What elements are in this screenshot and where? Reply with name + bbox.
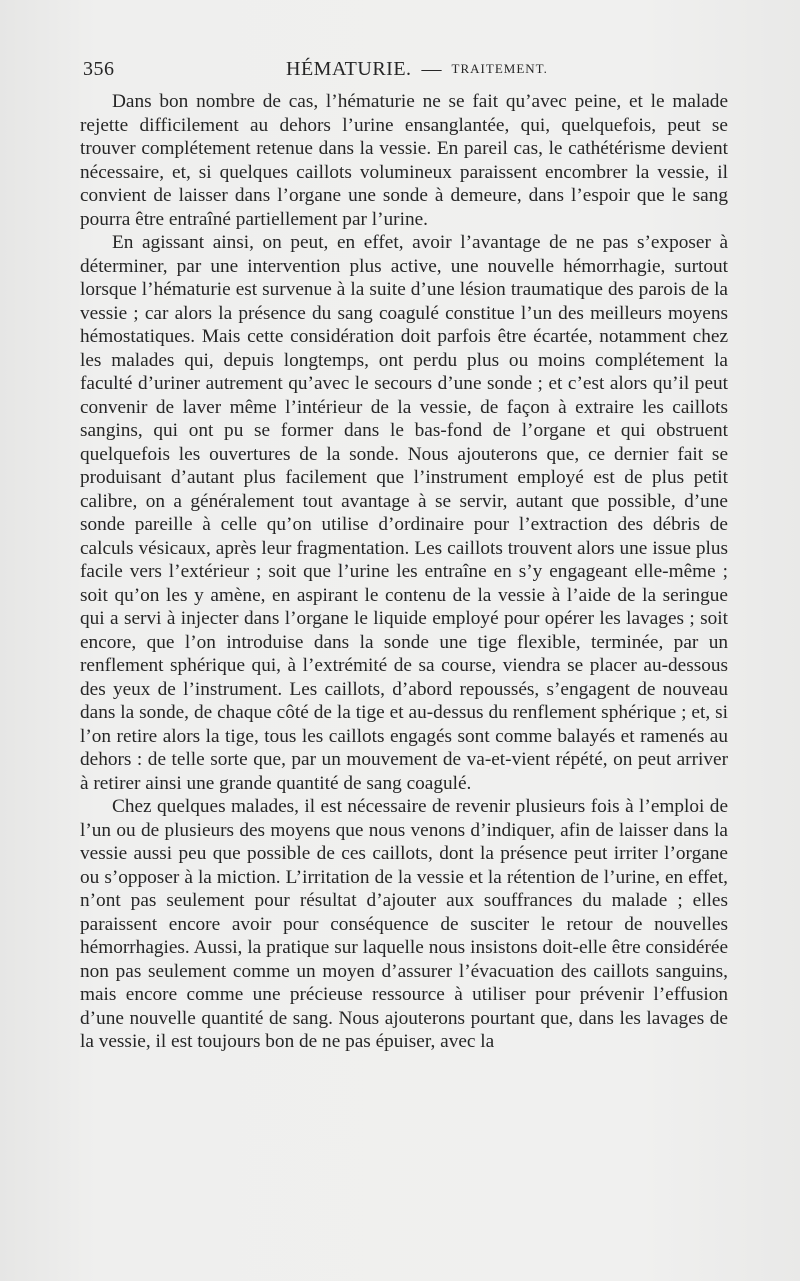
running-head-separator: — [421,58,442,80]
running-head [286,58,548,81]
page-header [83,58,728,88]
paragraph: Dans bon nombre de cas, l’hématurie ne se fait qu’avec peine, et le malade rejette difficilement au dehors l’urine ensanglantée, qui, quelquefois, peut se trouver complétement retenue dans la vessie. En pareil cas, le cathétérisme devient nécessaire, et, si quelques caillots volumineux paraissent encombrer la vessie, il convient de laisser dans l’organe une sonde à demeure, dans l’espoir que le sang pourra être entraîné partiellement par l’urine. [80,91,728,230]
body-text [80,90,728,1054]
running-head-subtitle: TRAITEMENT. [451,61,548,76]
paragraph: Chez quelques malades, il est nécessaire de revenir plusieurs fois à l’emploi de l’un ou de plusieurs des moyens que nous venons d’indiquer, afin de laisser dans la vessie aussi peu que possible de ces caillots, dont la présence peut irriter l’organe ou s’opposer à la miction. L’irritation de la vessie et la rétention de l’urine, en effet, n’ont pas seulement pour résultat d’ajouter aux souffrances du malade ; elles paraissent encore avoir pour conséquence de susciter le retour de nouvelles hémorrhagies. Aussi, la pratique sur laquelle nous insistons doit-elle être considérée non pas seulement comme un moyen d’assurer l’évacuation des caillots sanguins, mais encore comme une précieuse ressource à utiliser pour prévenir l’effusion d’une nouvelle quantité de sang. Nous ajouterons pourtant que, dans les lavages de la vessie, il est toujours bon de ne pas épuiser, avec la [80,796,728,1052]
running-head-title: HÉMATURIE. [286,58,412,80]
page-number: 356 [83,58,115,80]
paragraph: En agissant ainsi, on peut, en effet, avoir l’avantage de ne pas s’exposer à déterminer, par une intervention plus active, une nouvelle hémorrhagie, surtout lorsque l’hématurie est survenue à la suite d’une lésion traumatique des parois de la vessie ; car alors la présence du sang coagulé constitue l’un des meilleurs moyens hémostatiques. Mais cette considération doit parfois être écartée, notamment chez les malades qui, depuis longtemps, ont perdu plus ou moins complétement la faculté d’uriner autrement qu’avec le secours d’une sonde ; et c’est alors qu’il peut convenir de laver même l’intérieur de la vessie, de façon à extraire les caillots sangins, qui ont pu se former dans le bas-fond de l’organe et qui obstruent quelquefois les ouvertures de la sonde. Nous ajouterons que, ce dernier fait se produisant d’autant plus facilement que l’instrument employé est de plus petit calibre, on a généralement tout avantage à se servir, autant que possible, d’une sonde pareille à celle qu’on utilise d’ordinaire pour l’extraction des débris de calculs vésicaux, après leur fragmentation. Les caillots trouvent alors une issue plus facile vers l’extérieur ; soit que l’urine les entraîne en s’y engageant elle-même ; soit qu’on les y amène, en aspirant le contenu de la vessie à l’aide de la seringue qui a servi à injecter dans l’organe le liquide employé pour opérer les lavages ; soit encore, que l’on introduise dans la sonde une tige flexible, terminée, par un renflement sphérique qui, à l’extrémité de sa course, viendra se placer au-dessous des yeux de l’instrument. Les caillots, d’abord repoussés, s’engagent de nouveau dans la sonde, de chaque côté de la tige et au-dessus du renflement sphérique ; et, si l’on retire alors la tige, tous les caillots engagés sont comme balayés et ramenés au dehors : de telle sorte que, par un mouvement de va-et-vient répété, on peut arriver à retirer ainsi une grande quantité de sang coagulé. [80,232,728,794]
